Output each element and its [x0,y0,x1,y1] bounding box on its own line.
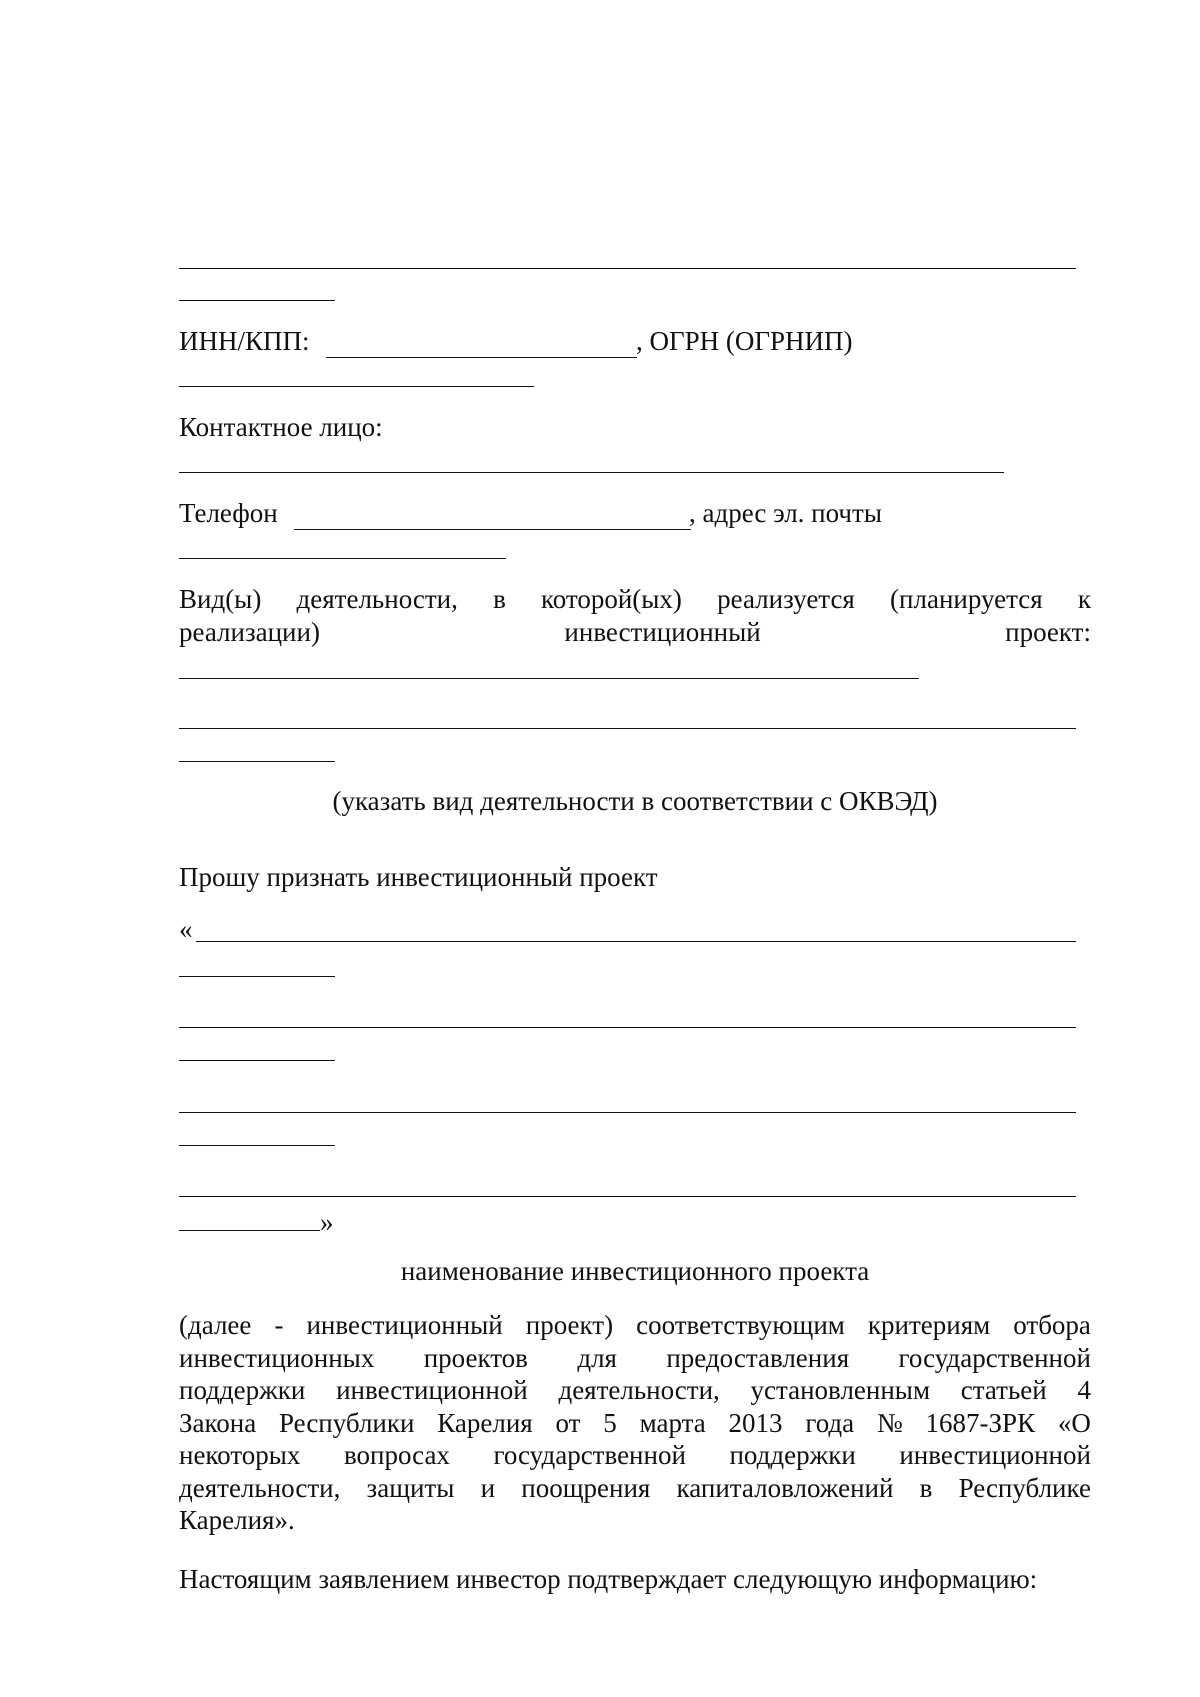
criteria-word: 1687-ЗРК [925,1407,1036,1438]
activity-row-2 [179,616,1091,649]
activity-line1-word: которой(ых) [541,584,682,614]
activity-line1-word: деятельности, [296,584,458,614]
email-label: , адрес эл. почты [689,498,882,528]
ogrn-label: , ОГРН (ОГРНИП) [636,326,853,356]
criteria-word: соответствующим [636,1310,845,1340]
criteria-word: для [577,1342,617,1373]
close-quote: » [320,1207,334,1237]
criteria-word: Республики [279,1407,415,1438]
activity-line1-word: Вид(ы) [179,584,262,614]
inn-kpp-field[interactable] [326,357,637,358]
activity-field-2-short[interactable] [179,761,335,762]
criteria-word: «О [1057,1407,1091,1438]
criteria-row [179,1374,1091,1407]
criteria-word: № [876,1407,903,1438]
activity-field-1[interactable] [179,678,919,679]
criteria-word: отбора [1013,1310,1091,1340]
criteria-row [179,1439,1091,1472]
criteria-word: 2013 [728,1407,783,1438]
criteria-word: проект) [525,1310,614,1340]
criteria-word: марта [639,1407,706,1438]
criteria-word: Республике [958,1472,1091,1503]
criteria-word: статьей [960,1375,1047,1405]
activity-field-2[interactable] [179,728,1076,729]
blank-line-top[interactable] [179,268,1076,269]
phone-label: Телефон [179,498,278,528]
activity-line2-word: проект: [1005,616,1091,647]
criteria-word: поощрения [521,1472,651,1503]
criteria-word: инвестиционной [899,1440,1091,1470]
open-quote: « [179,914,193,944]
criteria-row [179,1342,1091,1375]
project-name-hint: наименование инвестиционного проекта [400,1256,870,1286]
criteria-word: государственной [493,1440,686,1470]
activity-line1-word: в [493,584,506,614]
project-name-field-3[interactable] [179,1112,1076,1113]
criteria-word: Закона [179,1407,257,1438]
criteria-row [179,1472,1091,1505]
activity-line2-word: инвестиционный [564,616,761,647]
criteria-rows [179,1309,1091,1504]
criteria-word: вопросах [343,1440,450,1470]
criteria-word: инвестиционный [306,1310,503,1340]
project-name-field-4-short[interactable] [179,1230,320,1231]
criteria-word: некоторых [179,1440,301,1470]
criteria-word: от [555,1407,581,1438]
criteria-word: в [919,1472,933,1503]
activity-hint: (указать вид деятельности в соответствии с ОКВЭД) [332,786,938,816]
criteria-word: 4 [1077,1375,1091,1405]
project-name-field-2-short[interactable] [179,1060,335,1061]
criteria-word: - [274,1310,284,1340]
activity-line1-word: реализуется [717,584,855,614]
project-name-field-4[interactable] [179,1196,1076,1197]
activity-paragraph [179,583,1091,648]
criteria-word: поддержки [179,1375,306,1405]
activity-line1-word: (планируется [890,584,1043,614]
criteria-word: защиты [366,1472,455,1503]
ogrn-field[interactable] [179,386,534,387]
criteria-word: предоставления [666,1342,850,1373]
criteria-word: инвестиционных [179,1342,375,1373]
criteria-word: капиталовложений [676,1472,894,1503]
inn-kpp-label: ИНН/КПП: [179,326,310,356]
criteria-row [179,1407,1091,1440]
criteria-word: деятельности, [558,1375,720,1405]
criteria-word: 5 [603,1407,617,1438]
criteria-word: (далее [179,1310,252,1340]
project-name-field-1[interactable] [196,941,1076,942]
contact-person-label: Контактное лицо: [179,412,383,442]
criteria-word: поддержки [729,1440,856,1470]
criteria-word: Карелия [437,1407,533,1438]
project-name-field-3-short[interactable] [179,1145,335,1146]
project-name-field-1-short[interactable] [179,976,335,977]
criteria-row [179,1309,1091,1342]
criteria-word: государственной [898,1342,1091,1373]
criteria-word: критериям [867,1310,991,1340]
criteria-paragraph [179,1309,1091,1537]
blank-line-top-short[interactable] [179,300,335,301]
criteria-last-line: Карелия». [179,1505,295,1535]
criteria-word: и [480,1472,496,1503]
criteria-word: года [805,1407,855,1438]
contact-person-field[interactable] [179,472,1004,473]
confirm-text: Настоящим заявлением инвестор подтверждает следующую информацию: [179,1564,1038,1594]
project-name-field-2[interactable] [179,1027,1076,1028]
email-field[interactable] [179,558,506,559]
criteria-word: проектов [423,1342,528,1373]
criteria-word: деятельности, [179,1472,341,1503]
criteria-word: установленным [750,1375,931,1405]
activity-line1-word: к [1077,584,1091,614]
phone-field[interactable] [294,529,691,530]
activity-row-1 [179,583,1091,616]
request-text: Прошу признать инвестиционный проект [179,862,658,892]
criteria-word: инвестиционной [336,1375,528,1405]
activity-line2-word: реализации) [179,616,320,647]
